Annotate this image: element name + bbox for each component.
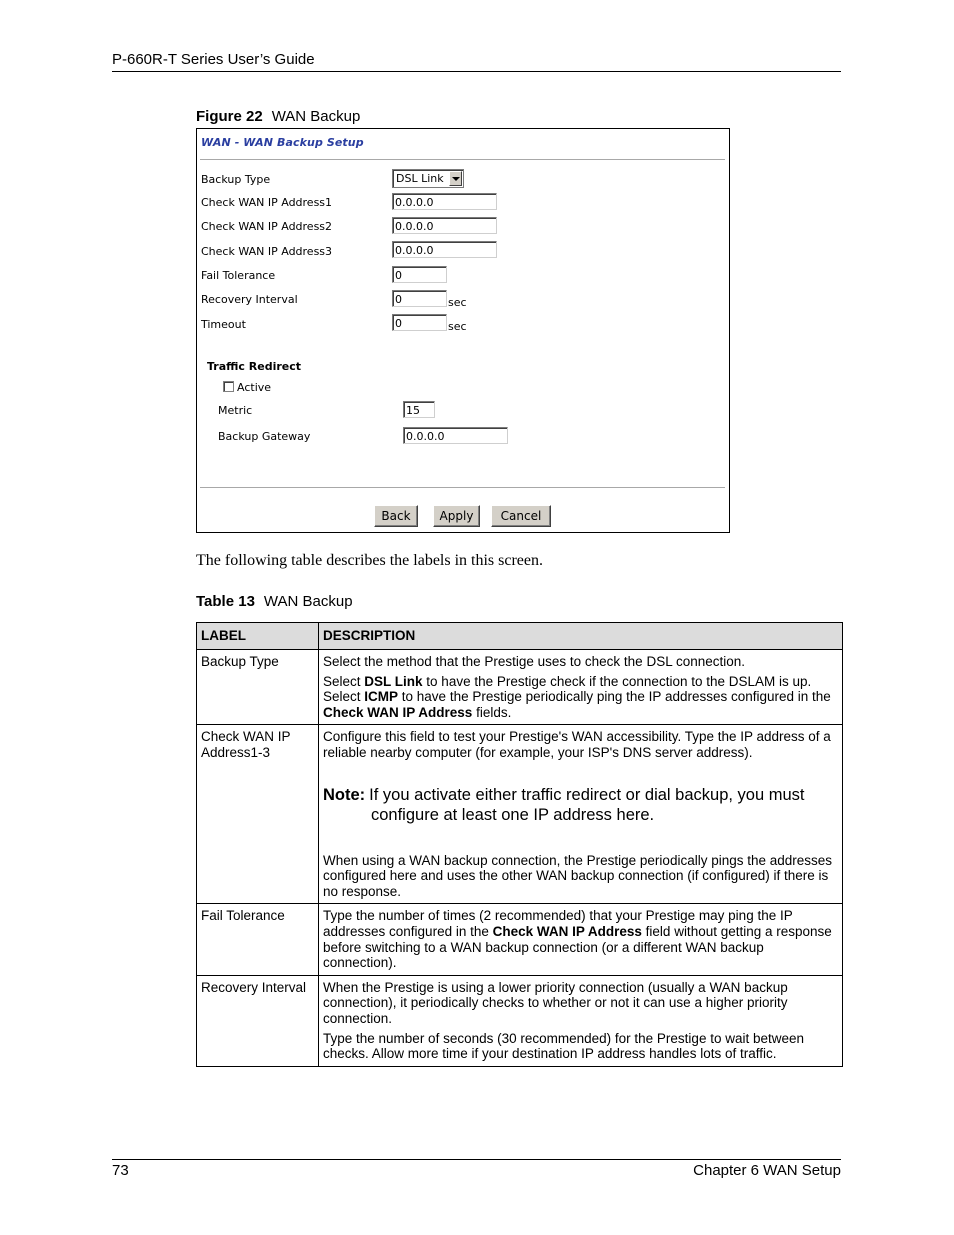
backup-gateway-label: Backup Gateway bbox=[218, 430, 311, 443]
description-paragraph: When using a WAN backup connection, the Prestige periodically pings the addresses configured here and uses the other WAN backup connection (if configured) if there is no response. bbox=[323, 852, 833, 899]
text-run: to have the Prestige check if the connection to the DSLAM is up. Select bbox=[323, 673, 812, 705]
text-run: Select bbox=[323, 673, 365, 689]
wan-backup-screenshot bbox=[196, 128, 730, 533]
metric-input[interactable]: 15 bbox=[403, 401, 435, 418]
timeout-label: Timeout bbox=[201, 318, 246, 331]
description-table bbox=[196, 622, 843, 1067]
text-run: fields. bbox=[472, 704, 512, 720]
column-header-description: DESCRIPTION bbox=[319, 623, 843, 650]
description-paragraph: When the Prestige is using a lower priority connection (usually a WAN backup connection), it periodically checks to whether or not it can use a higher priority connection. bbox=[323, 979, 788, 1026]
cancel-button[interactable]: Cancel bbox=[491, 505, 551, 527]
note-label: Note: bbox=[323, 785, 366, 804]
description-paragraph bbox=[323, 908, 838, 970]
row-label: Recovery Interval bbox=[197, 975, 319, 1066]
backup-type-label: Backup Type bbox=[201, 173, 271, 186]
text-run: field without getting a response before switching to a WAN backup connection (or a different WAN backup connection). bbox=[323, 923, 832, 971]
metric-label: Metric bbox=[218, 404, 253, 417]
row-description bbox=[319, 904, 843, 975]
note-text: If you activate either traffic redirect or dial backup, you must configure at least one IP address here. bbox=[369, 785, 805, 824]
fail-tolerance-label: Fail Tolerance bbox=[201, 269, 276, 282]
table-row bbox=[197, 975, 843, 1066]
timeout-input[interactable]: 0 bbox=[392, 314, 447, 331]
footer-rule bbox=[112, 1159, 841, 1160]
bottom-divider bbox=[200, 487, 725, 489]
back-button[interactable]: Back bbox=[374, 505, 418, 527]
backup-type-select[interactable] bbox=[392, 169, 464, 188]
description-paragraph: Type the number of seconds (30 recommended) for the Prestige to wait between checks. Allow more time if your destination IP address handles lots of traffic. bbox=[323, 1030, 805, 1062]
bold-term: DSL Link bbox=[364, 673, 423, 689]
bold-term: ICMP bbox=[364, 689, 399, 705]
check-wan-ip-2-label: Check WAN IP Address2 bbox=[201, 220, 333, 233]
text-run: to have the Prestige periodically ping the IP addresses configured in the bbox=[398, 689, 831, 705]
screen-title: WAN - WAN Backup Setup bbox=[201, 136, 364, 149]
figure-label: Figure 22 bbox=[196, 108, 263, 125]
description-paragraph: Configure this field to test your Prestige's WAN accessibility. Type the IP address of a reliable nearby computer (for example, your ISP's DNS server address). bbox=[323, 729, 831, 760]
figure-caption bbox=[196, 108, 360, 125]
recovery-interval-input[interactable]: 0 bbox=[392, 290, 447, 307]
check-wan-ip-2-input[interactable]: 0.0.0.0 bbox=[392, 217, 497, 234]
description-paragraph bbox=[323, 674, 838, 721]
description-paragraph: Select the method that the Prestige uses to check the DSL connection. bbox=[323, 654, 746, 669]
active-checkbox[interactable] bbox=[223, 381, 234, 392]
page-number: 73 bbox=[112, 1162, 129, 1179]
backup-gateway-input[interactable]: 0.0.0.0 bbox=[403, 427, 508, 444]
traffic-redirect-heading: Traffic Redirect bbox=[207, 360, 301, 373]
row-description bbox=[319, 725, 843, 904]
bold-term: Check WAN IP Address bbox=[323, 704, 473, 720]
row-label: Check WAN IP Address1-3 bbox=[197, 725, 319, 904]
table-row bbox=[197, 650, 843, 725]
text-run: Type the number of times (2 recommended) that your Prestige may ping the IP addresses configured in the bbox=[323, 908, 793, 939]
row-label: Backup Type bbox=[197, 650, 319, 725]
table-label: Table 13 bbox=[196, 593, 255, 610]
check-wan-ip-1-input[interactable]: 0.0.0.0 bbox=[392, 193, 497, 210]
header-rule bbox=[112, 71, 841, 72]
table-caption bbox=[196, 593, 353, 610]
body-paragraph: The following table describes the labels in this screen. bbox=[196, 552, 544, 569]
figure-title: WAN Backup bbox=[271, 108, 361, 125]
recovery-unit: sec bbox=[448, 296, 467, 309]
top-divider bbox=[200, 159, 725, 161]
backup-type-value: DSL Link bbox=[396, 172, 444, 185]
table-row bbox=[197, 904, 843, 975]
column-header-label: LABEL bbox=[197, 623, 319, 650]
page-header-title: P-660R-T Series User’s Guide bbox=[112, 51, 315, 68]
check-wan-ip-3-label: Check WAN IP Address3 bbox=[201, 245, 333, 258]
apply-button[interactable]: Apply bbox=[433, 505, 480, 527]
table-header-row bbox=[197, 623, 843, 650]
check-wan-ip-3-input[interactable]: 0.0.0.0 bbox=[392, 241, 497, 258]
recovery-interval-label: Recovery Interval bbox=[201, 293, 298, 306]
active-label: Active bbox=[237, 381, 272, 394]
check-wan-ip-1-label: Check WAN IP Address1 bbox=[201, 196, 333, 209]
chapter-title: Chapter 6 WAN Setup bbox=[693, 1162, 841, 1179]
row-description bbox=[319, 975, 843, 1066]
row-description bbox=[319, 650, 843, 725]
fail-tolerance-input[interactable]: 0 bbox=[392, 266, 447, 283]
timeout-unit: sec bbox=[448, 320, 467, 333]
chevron-down-icon[interactable] bbox=[449, 171, 462, 186]
bold-term: Check WAN IP Address bbox=[492, 923, 642, 939]
table-title: WAN Backup bbox=[263, 593, 353, 610]
note-paragraph bbox=[323, 785, 838, 825]
row-label: Fail Tolerance bbox=[197, 904, 319, 975]
table-row bbox=[197, 725, 843, 904]
